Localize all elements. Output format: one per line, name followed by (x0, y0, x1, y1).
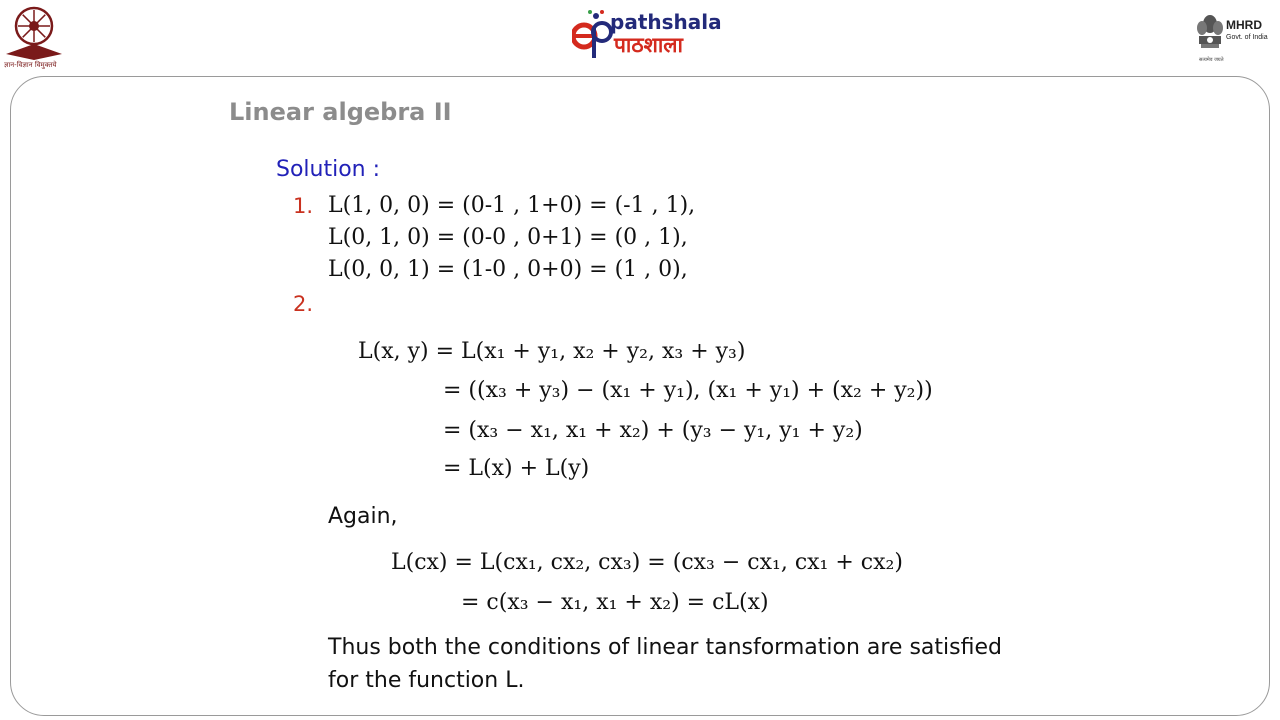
homogeneity-line-1: L(cx) = L(cx₁, cx₂, cx₃) = (cx₃ − cx₁, cx₁ + cx₂) (391, 550, 903, 575)
header-bar (0, 0, 1280, 75)
item1-line-1: L(1, 0, 0) = (0-1 , 1+0) = (-1 , 1), (328, 193, 696, 218)
epathshala-hindi-text: पाठशाला (614, 33, 683, 57)
homogeneity-line-2: = c(x₃ − x₁, x₁ + x₂) = cL(x) (461, 590, 769, 615)
additivity-line-3: = (x₃ − x₁, x₁ + x₂) + (y₃ − y₁, y₁ + y₂) (443, 418, 863, 443)
conclusion-line-2: for the function L. (328, 668, 525, 693)
item1-line-2: L(0, 1, 0) = (0-0 , 0+1) = (0 , 1), (328, 225, 688, 250)
slide-title: Linear algebra II (229, 98, 452, 126)
ashoka-emblem-icon (1196, 12, 1224, 56)
additivity-line-1: L(x, y) = L(x₁ + y₁, x₂ + y₂, x₃ + y₃) (358, 339, 746, 364)
mhrd-subtitle: Govt. of India (1226, 34, 1268, 41)
ugc-caption: ज्ञान-विज्ञान विमुक्तये (4, 61, 57, 69)
mhrd-motto: सत्यमेव जयते (1199, 57, 1224, 63)
epathshala-text: pathshala (610, 10, 722, 34)
item-number-1: 1. (293, 194, 314, 218)
mhrd-title: MHRD (1226, 18, 1262, 32)
additivity-line-4: = L(x) + L(y) (443, 456, 590, 481)
again-label: Again, (328, 504, 398, 529)
conclusion-line-1: Thus both the conditions of linear tansformation are satisfied (328, 635, 1002, 660)
item1-line-3: L(0, 0, 1) = (1-0 , 0+0) = (1 , 0), (328, 257, 688, 282)
item-number-2: 2. (293, 292, 314, 316)
additivity-line-2: = ((x₃ + y₃) − (x₁ + y₁), (x₁ + y₁) + (x₂ + y₂)) (443, 378, 933, 403)
solution-label: Solution : (276, 157, 381, 182)
